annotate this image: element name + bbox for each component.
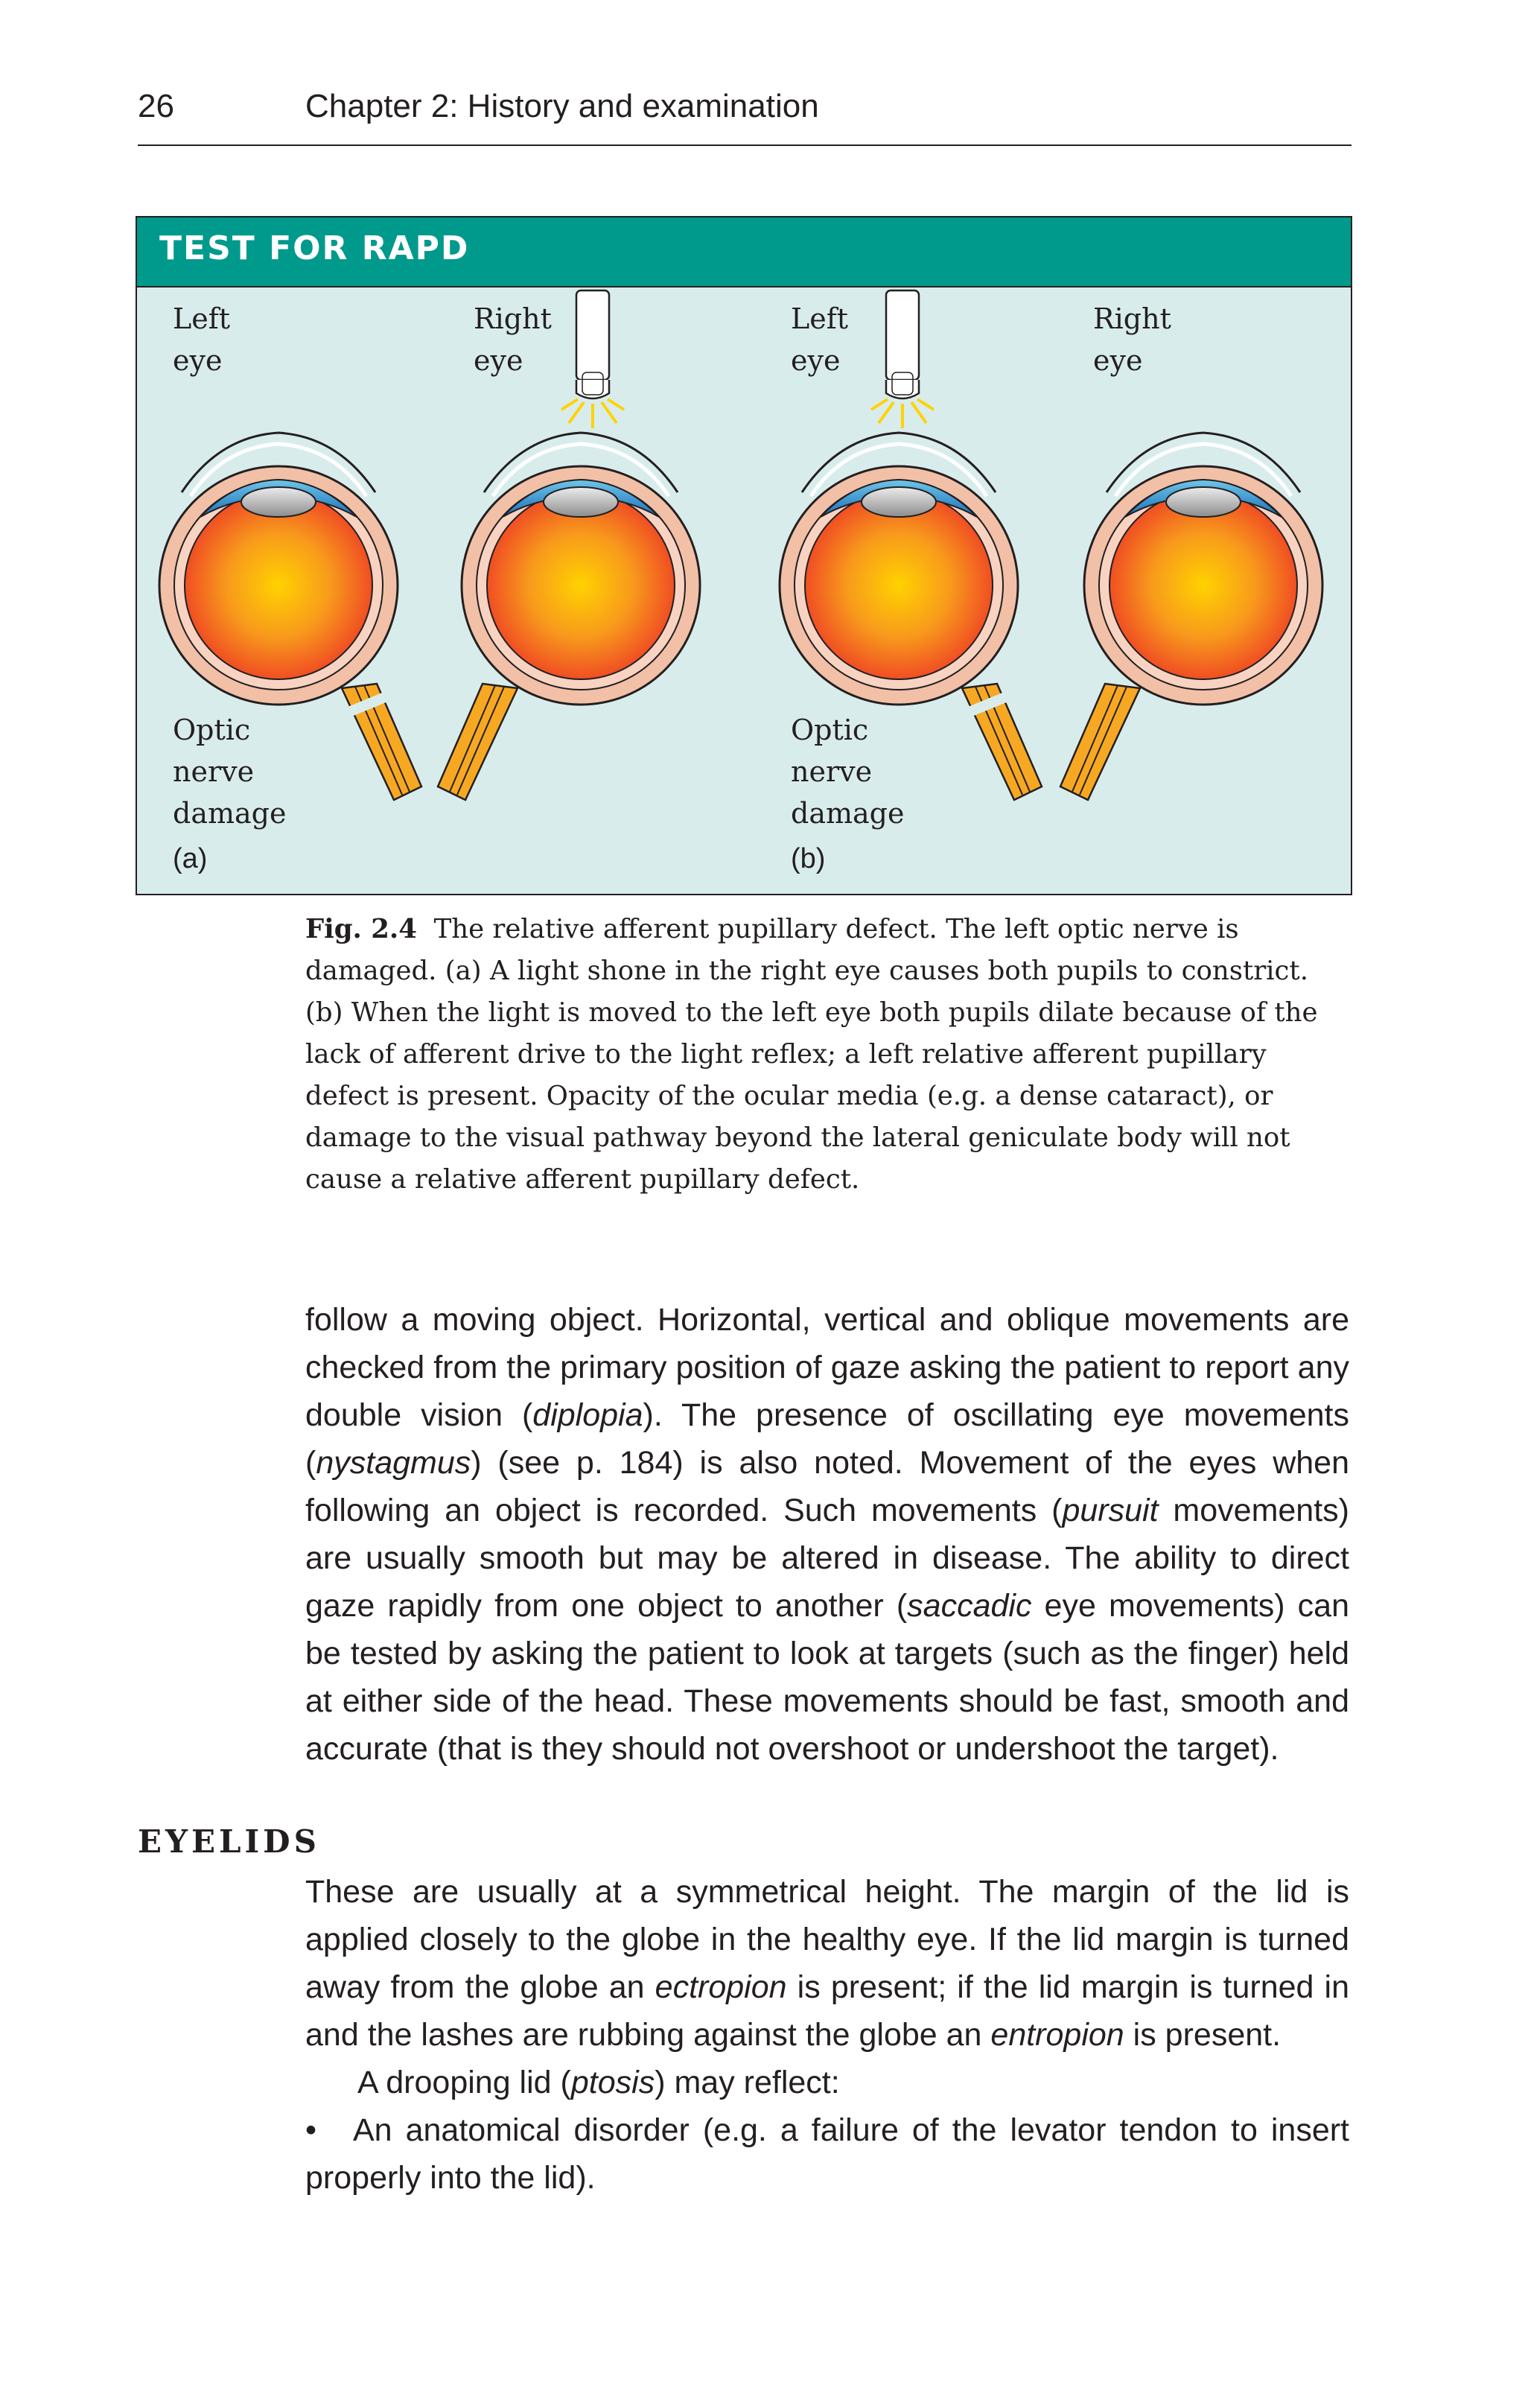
bullet-item xyxy=(305,2106,1349,2202)
rapd-figure xyxy=(136,216,1352,895)
right-eye-label-b: Right eye xyxy=(1093,302,1171,377)
caption-text: The relative afferent pupillary defect. The left optic nerve is damaged. (a) A light shone in the right eye causes both pupils to constrict. (b) When the light is moved to the left eye both pupils dilate because of the lack of afferent drive to the light reflex; a left relative afferent pupillary defect is present. Opacity of the ocular media (e.g. a dense cataract), or damage to the visual pathway beyond the lateral geniculate body will not cause a relative afferent pupillary defect. xyxy=(305,914,1318,1195)
page-number: 26 xyxy=(138,88,174,124)
right-eye-label-a: Right eye xyxy=(474,302,552,377)
bullet-text: An anatomical disorder (e.g. a failure of the levator tendon to insert properly into the lid). xyxy=(305,2112,1349,2196)
panel-letter-a: (a) xyxy=(173,843,208,874)
eyelids-paragraph: These are usually at a symmetrical height. The margin of the lid is applied closely to the globe in the healthy eye. If the lid margin is turned away from the globe an ectropion is present; if the lid margin is turned in and the lashes are rubbing against the globe an entropion is present. xyxy=(305,1874,1350,2053)
left-eye-label-b: Left eye xyxy=(791,302,849,377)
panel-letter-b: (b) xyxy=(791,843,826,874)
figure-title-bar xyxy=(137,217,1351,288)
optic-nerve-damage-label-b: Optic nerve damage xyxy=(791,714,905,830)
running-header xyxy=(138,88,1352,146)
bullet-dot: • xyxy=(305,2112,317,2148)
right-eye-b xyxy=(1060,433,1322,800)
figure-caption xyxy=(305,909,1348,1201)
optic-nerve-damage-label-a: Optic nerve damage xyxy=(173,714,287,830)
right-eye-a xyxy=(438,433,700,800)
figure-title: TEST FOR RAPD xyxy=(159,229,470,267)
chapter-title: Chapter 2: History and examination xyxy=(305,88,819,124)
pen-torch-a-icon xyxy=(561,290,624,428)
section-heading-eyelids: EYELIDS xyxy=(138,1823,320,1860)
ptosis-paragraph: A drooping lid (ptosis) may reflect: xyxy=(357,2065,840,2100)
pen-torch-b-icon xyxy=(871,290,934,428)
figure-number: Fig. 2.4 xyxy=(305,914,417,944)
left-eye-label-a: Left eye xyxy=(173,302,231,377)
body-paragraph: follow a moving object. Horizontal, vertical and oblique movements are checked from the primary position of gaze asking the patient to report any double vision (diplopia). The presence of oscillating eye movements (nystagmus) (see p. 184) is also noted. Movement of the eyes when following an object is recorded. Such movements (pursuit movements) are usually smooth but may be altered in disease. The ability to direct gaze rapidly from one object to another (saccadic eye movements) can be tested by asking the patient to look at targets (such as the finger) held at either side of the head. These movements should be fast, smooth and accurate (that is they should not overshoot or undershoot the target). xyxy=(305,1302,1349,1767)
